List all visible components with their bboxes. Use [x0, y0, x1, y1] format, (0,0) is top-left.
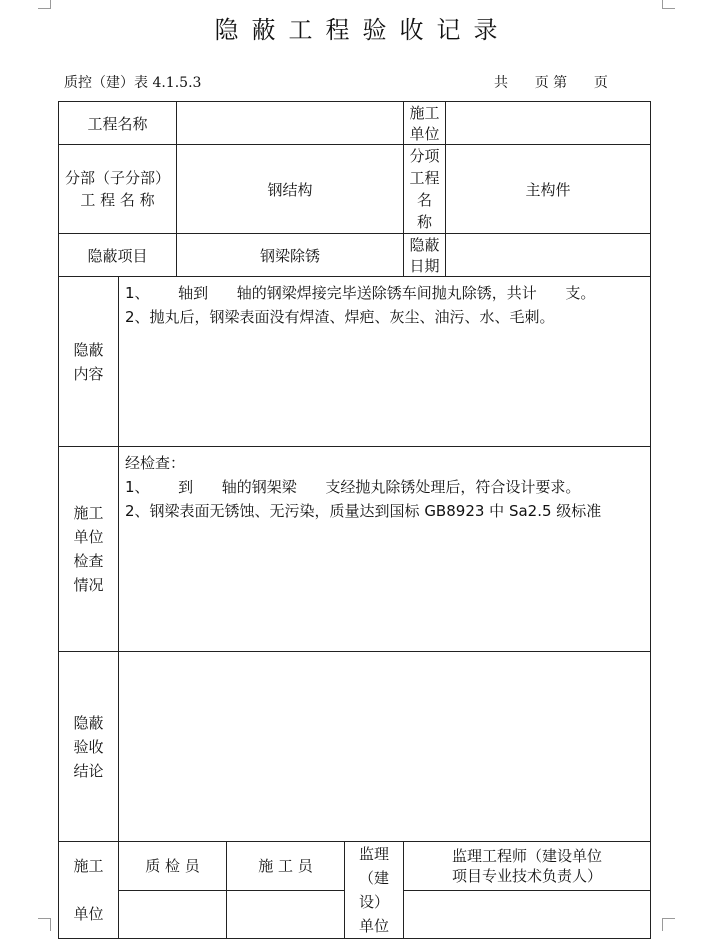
- page-count: 共 页 第 页: [494, 75, 608, 91]
- hidden-item-value[interactable]: 钢梁除锈: [177, 234, 404, 277]
- hidden-date-label: 隐蔽日期: [404, 234, 446, 277]
- constructor-signature[interactable]: [227, 890, 345, 939]
- project-name-value[interactable]: [177, 102, 404, 145]
- construction-unit-signature-label: 施工 单位: [59, 842, 119, 939]
- hidden-date-value[interactable]: [446, 234, 651, 277]
- corner-mark-bottom-right: [662, 918, 675, 931]
- hidden-content-text[interactable]: 1、 轴到 轴的钢梁焊接完毕送除锈车间抛丸除锈，共计 支。 2、抛丸后，钢梁表面没有焊渣、焊疤、灰尘、油污、水、毛刺。: [119, 277, 651, 447]
- quality-inspector-label: 质 检 员: [119, 842, 227, 891]
- supervision-engineer-label: 监理工程师（建设单位 项目专业技术负责人）: [404, 842, 651, 891]
- inspection-text[interactable]: 经检查： 1、 到 轴的钢架梁 支经抛丸除锈处理后，符合设计要求。 2、钢梁表面无锈蚀、无污染，质量达到国标 GB8923 中 Sa2.5 级标准: [119, 447, 651, 652]
- corner-mark-top-right: [662, 0, 675, 9]
- document-title: 隐蔽工程验收记录: [214, 16, 511, 44]
- project-name-label: 工程名称: [59, 102, 177, 145]
- hidden-content-label: 隐蔽 内容: [59, 277, 119, 447]
- item-label: 分项工程 名 称: [404, 145, 446, 234]
- corner-mark-bottom-left: [38, 918, 51, 931]
- hidden-item-label: 隐蔽项目: [59, 234, 177, 277]
- supervision-unit-label: 监理 （建 设） 单位: [345, 842, 404, 939]
- corner-mark-top-left: [38, 0, 51, 9]
- conclusion-label: 隐蔽 验收 结论: [59, 652, 119, 842]
- form-code: 质控（建）表 4.1.5.3: [64, 75, 202, 91]
- constructor-label: 施 工 员: [227, 842, 345, 891]
- quality-inspector-signature[interactable]: [119, 890, 227, 939]
- subdivision-value[interactable]: 钢结构: [177, 145, 404, 234]
- construction-unit-value[interactable]: [446, 102, 651, 145]
- subdivision-label: 分部（子分部） 工 程 名 称: [59, 145, 177, 234]
- supervision-engineer-signature[interactable]: [404, 890, 651, 939]
- construction-unit-label: 施工单位: [404, 102, 446, 145]
- inspection-label: 施工 单位 检查 情况: [59, 447, 119, 652]
- item-value[interactable]: 主构件: [446, 145, 651, 234]
- acceptance-record-table: [58, 101, 651, 939]
- conclusion-value[interactable]: [119, 652, 651, 842]
